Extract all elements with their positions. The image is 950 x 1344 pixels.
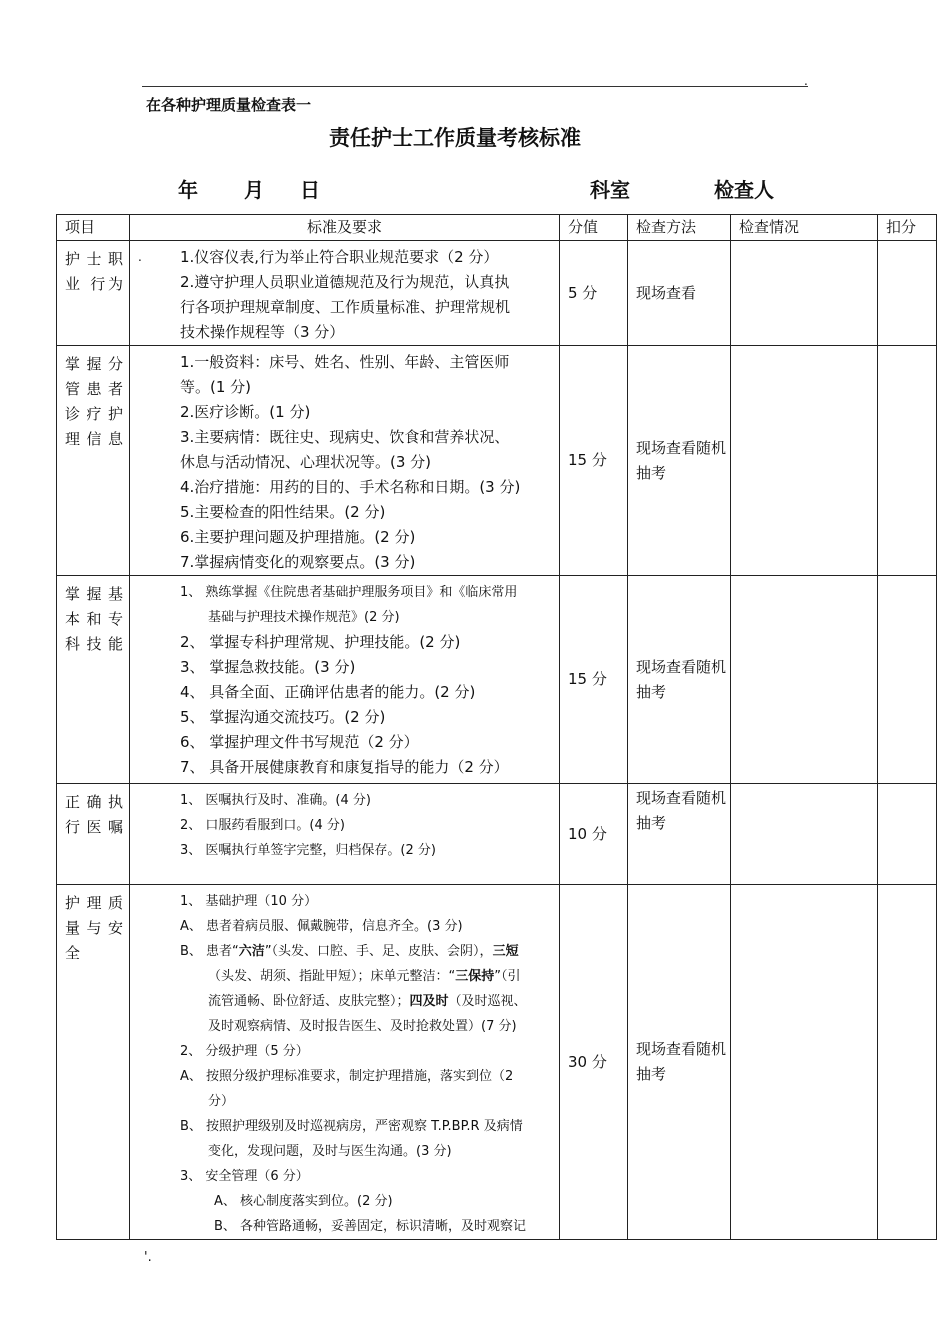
standard-line: 技术操作规程等（3 分） — [180, 323, 345, 341]
assessment-table — [56, 214, 937, 1240]
standard-line: 1、 基础护理（10 分） — [180, 894, 318, 909]
header-result: 检查情况 — [731, 215, 878, 241]
inspector-label: 检查人 — [714, 178, 774, 202]
standard-cell — [130, 241, 560, 346]
table-row — [57, 346, 937, 576]
item-cell: 护理质量与安全 — [57, 885, 130, 1240]
score-cell: 15 分 — [560, 346, 628, 576]
item-cell: 掌握基本和专科技能 — [57, 576, 130, 784]
standard-line: 1、 医嘱执行及时、准确。(4 分) — [180, 793, 371, 808]
result-cell[interactable] — [731, 346, 878, 576]
standard-line: 1、 熟练掌握《住院患者基础护理服务项目》和《临床常用 — [180, 585, 518, 600]
standard-line: 4.治疗措施：用药的目的、手术名称和日期。(3 分) — [180, 478, 521, 496]
text-span: B、 患者“ — [180, 944, 239, 959]
emphasis-text: 三保持 — [455, 969, 495, 984]
score-cell: 5 分 — [560, 241, 628, 346]
deduction-cell[interactable] — [878, 241, 937, 346]
standard-cell — [130, 784, 560, 885]
method-cell: 现场查看随机抽考 — [628, 346, 731, 576]
standard-line — [180, 989, 553, 1014]
month-label: 月 — [244, 178, 264, 202]
standard-cell — [130, 885, 560, 1240]
year-label: 年 — [178, 178, 198, 202]
table-row — [57, 576, 937, 784]
method-cell: 现场查看随机抽考 — [628, 784, 731, 885]
item-cell: 掌 握 分 管 患 者 诊 疗 护 理 信 息 — [57, 346, 130, 576]
result-cell[interactable] — [731, 241, 878, 346]
standard-line: 及时观察病情、及时报告医生、及时抢救处置）(7 分) — [208, 1019, 517, 1034]
deduction-cell[interactable] — [878, 576, 937, 784]
day-label: 日 — [300, 178, 320, 202]
standard-line: A、 核心制度落实到位。(2 分) — [214, 1194, 393, 1209]
standard-line: 2、 分级护理（5 分） — [180, 1044, 309, 1059]
table-row — [57, 241, 937, 346]
header-deduction: 扣分 — [878, 215, 937, 241]
deduction-cell[interactable] — [878, 885, 937, 1240]
standard-line: 6.主要护理问题及护理措施。(2 分) — [180, 528, 416, 546]
deduction-cell[interactable] — [878, 784, 937, 885]
standard-line: 1.仪容仪表,行为举止符合职业规范要求（2 分） — [180, 248, 499, 266]
table-row — [57, 885, 937, 1240]
footer-dot: '. — [144, 1250, 152, 1265]
standard-line: 5.主要检查的阳性结果。(2 分) — [180, 503, 386, 521]
subtitle: 在各种护理质量检查表一 — [146, 96, 312, 114]
dept-label: 科室 — [590, 178, 630, 202]
standard-line: 变化，发现问题，及时与医生沟通。(3 分) — [208, 1144, 452, 1159]
standard-line: 2.遵守护理人员职业道德规范及行为规范，认真执 — [180, 273, 510, 291]
standard-line: 4、 具备全面、正确评估患者的能力。(2 分) — [180, 683, 476, 701]
standard-line: 休息与活动情况、心理状况等。(3 分) — [180, 453, 432, 471]
standard-line: 2、 掌握专科护理常规、护理技能。(2 分) — [180, 633, 461, 651]
table-row — [57, 784, 937, 885]
row-marker: . — [138, 250, 142, 264]
standard-line: 3、 安全管理（6 分） — [180, 1169, 309, 1184]
header-dot: . — [804, 74, 808, 88]
text-span: （头发、胡须、指趾甲短）；床单元整洁：“ — [208, 969, 456, 984]
standard-line — [180, 964, 553, 989]
text-span: （及时巡视、 — [448, 994, 527, 1009]
standard-line: 1.一般资料：床号、姓名、性别、年龄、主管医师 — [180, 353, 510, 371]
result-cell[interactable] — [731, 784, 878, 885]
standard-line: 2、 口服药看服到口。(4 分) — [180, 818, 345, 833]
standard-line: 3.主要病情：既往史、现病史、饮食和营养状况、 — [180, 428, 510, 446]
standard-line: 3、 医嘱执行单签字完整，归档保存。(2 分) — [180, 843, 436, 858]
result-cell[interactable] — [731, 576, 878, 784]
standard-line: 6、 掌握护理文件书写规范（2 分） — [180, 733, 419, 751]
header-method: 检查方法 — [628, 215, 731, 241]
emphasis-text: 三短 — [492, 944, 519, 959]
item-cell: 正确执行医嘱 — [57, 784, 130, 885]
method-cell: 现场查看随机抽考 — [628, 885, 731, 1240]
standard-line: A、 患者着病员服、佩戴腕带，信息齐全。(3 分) — [180, 919, 463, 934]
text-span: ”（引 — [494, 969, 521, 984]
standard-line: 3、 掌握急救技能。(3 分) — [180, 658, 356, 676]
item-cell: 护 士 职 业 行为 — [57, 241, 130, 346]
standard-line: 行各项护理规章制度、工作质量标准、护理常规机 — [180, 298, 511, 316]
page-title: 责任护士工作质量考核标准 — [329, 126, 581, 150]
standard-line — [180, 939, 553, 964]
header-item: 项目 — [57, 215, 130, 241]
result-cell[interactable] — [731, 885, 878, 1240]
header-score: 分值 — [560, 215, 628, 241]
score-cell: 15 分 — [560, 576, 628, 784]
table-header-row — [57, 215, 937, 241]
standard-cell — [130, 576, 560, 784]
header-standard: 标准及要求 — [130, 215, 560, 241]
deduction-cell[interactable] — [878, 346, 937, 576]
standard-line: 2.医疗诊断。(1 分) — [180, 403, 311, 421]
standard-line: B、 按照护理级别及时巡视病房，严密观察 T.P.BP.R 及病情 — [180, 1119, 523, 1134]
standard-line: 基础与护理技术操作规范》(2 分) — [208, 610, 400, 625]
standard-line: 等。(1 分) — [180, 378, 252, 396]
standard-line: 7、 具备开展健康教育和康复指导的能力（2 分） — [180, 758, 509, 776]
text-span: ”（头发、口腔、手、足、皮肤、会阴）， — [264, 944, 493, 959]
standard-line: A、 按照分级护理标准要求，制定护理措施，落实到位（2 — [180, 1069, 514, 1084]
method-cell: 现场查看随机抽考 — [628, 576, 731, 784]
emphasis-text: 四及时 — [409, 994, 449, 1009]
standard-line: B、 各种管路通畅，妥善固定，标识清晰，及时观察记 — [214, 1219, 527, 1234]
standard-cell — [130, 346, 560, 576]
text-span: 流管通畅、卧位舒适、皮肤完整）； — [208, 994, 410, 1009]
score-cell: 30 分 — [560, 885, 628, 1240]
emphasis-text: 六洁 — [238, 944, 265, 959]
standard-line: 7.掌握病情变化的观察要点。(3 分) — [180, 553, 416, 571]
standard-line: 5、 掌握沟通交流技巧。(2 分) — [180, 708, 386, 726]
method-cell: 现场查看 — [628, 241, 731, 346]
score-cell: 10 分 — [560, 784, 628, 885]
standard-line: 分） — [208, 1094, 235, 1109]
header-rule — [142, 86, 808, 87]
